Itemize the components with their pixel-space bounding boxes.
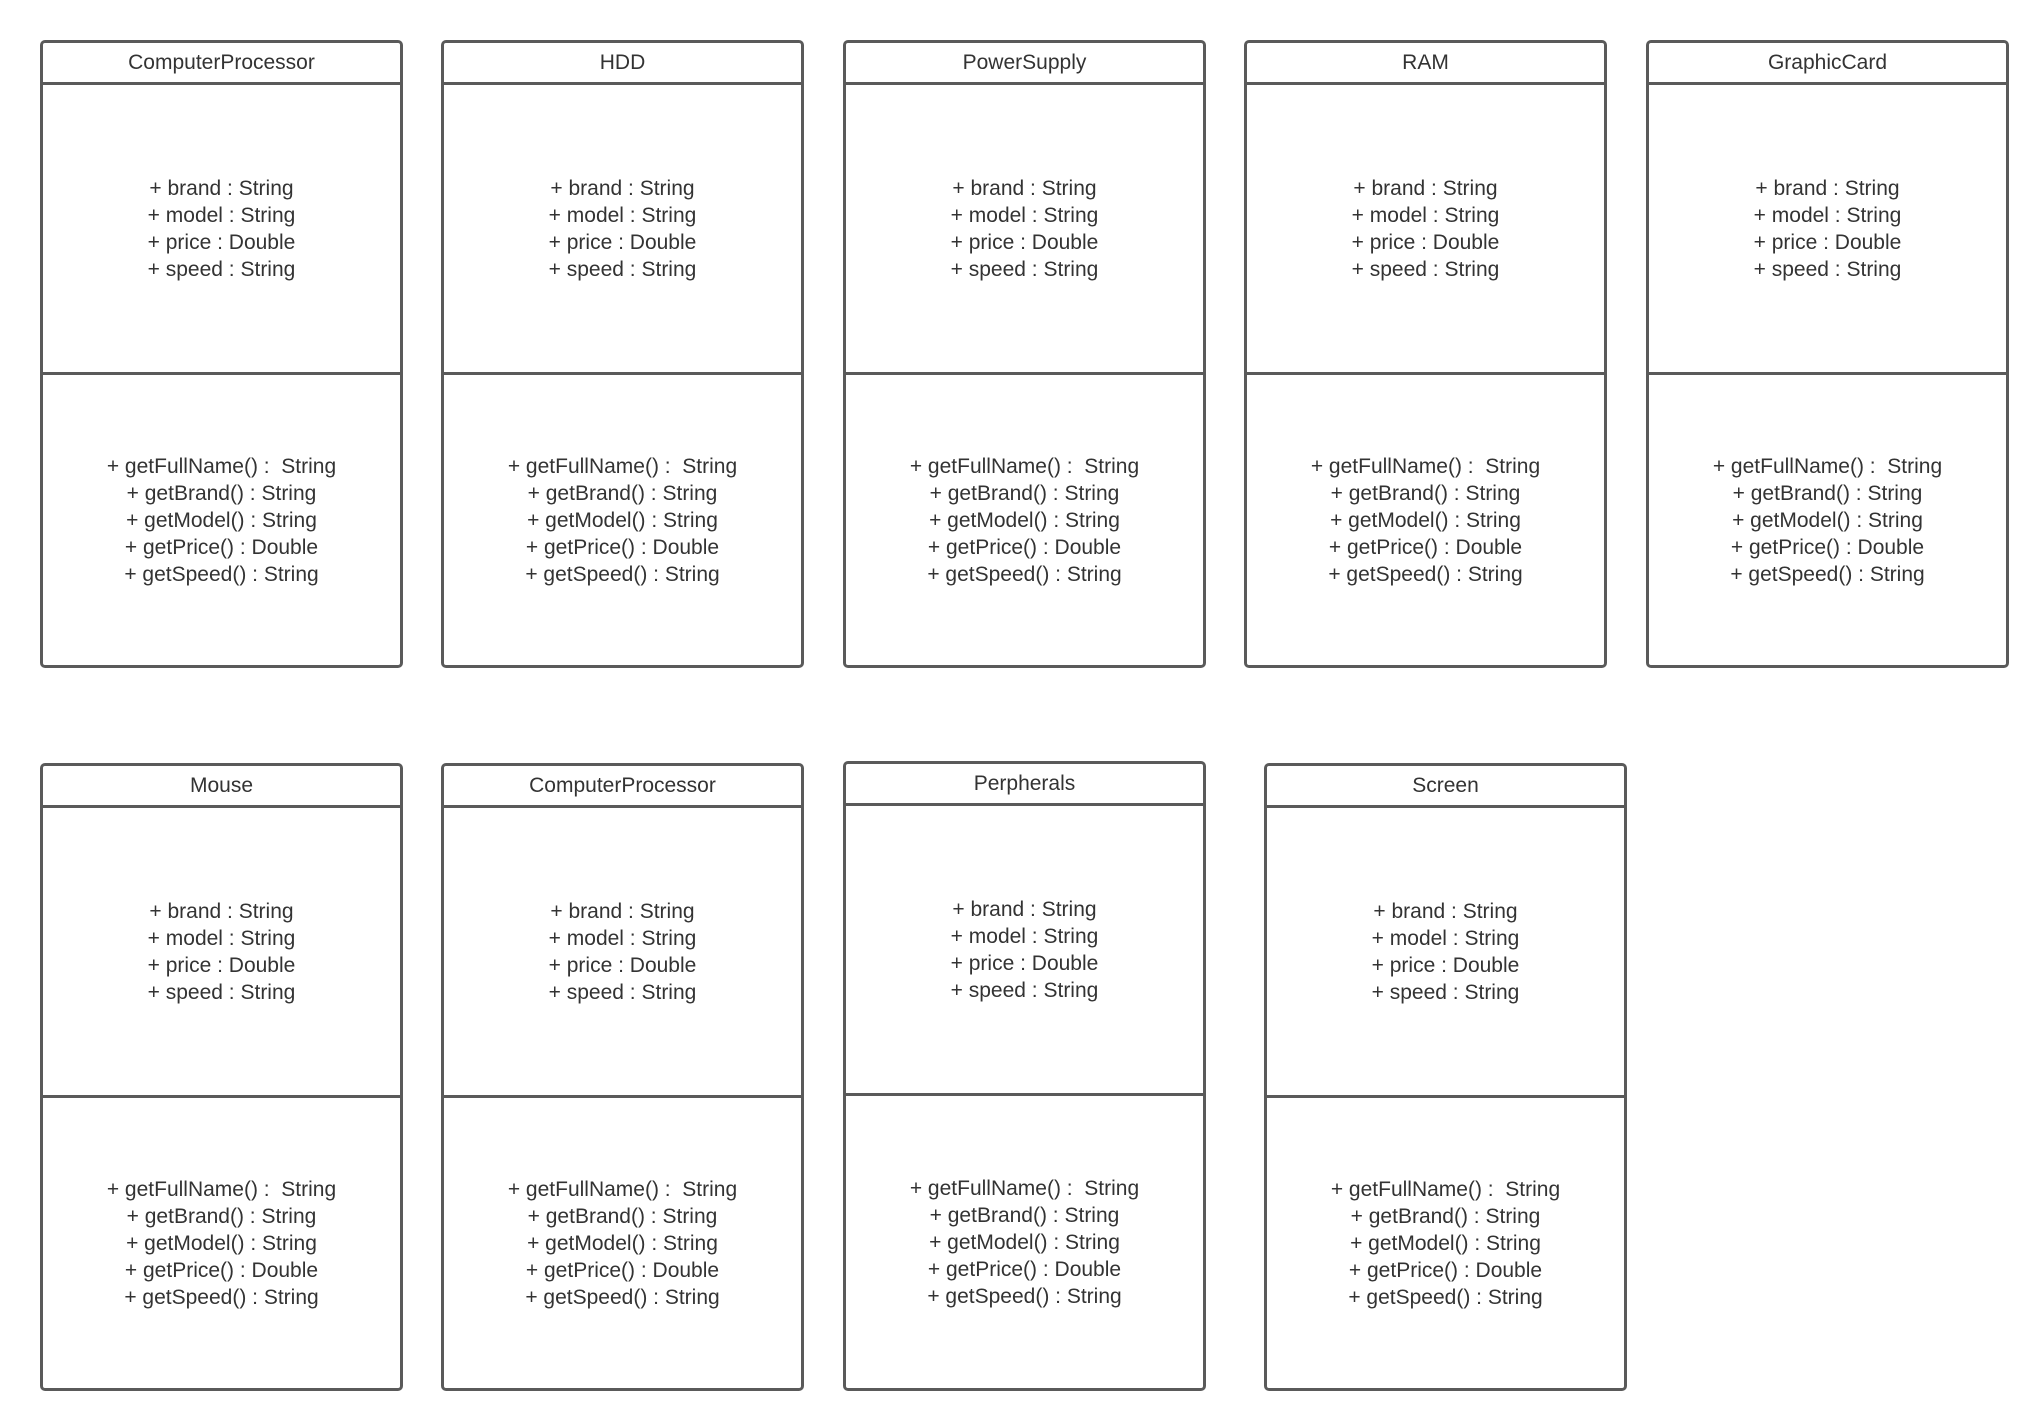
- method: + getSpeed() : String: [124, 1285, 319, 1309]
- methods-section: [43, 1098, 400, 1388]
- attribute: + model : String: [1371, 926, 1520, 950]
- method: + getModel() : String: [126, 508, 317, 532]
- method: + getFullName() : String: [106, 1177, 337, 1201]
- method: + getModel() : String: [929, 508, 1120, 532]
- methods-section: [444, 1098, 801, 1388]
- attribute: + price : Double: [1371, 953, 1520, 977]
- method: + getPrice() : Double: [927, 535, 1122, 559]
- uml-class-box: [441, 40, 804, 668]
- attributes-section: [1267, 808, 1624, 1098]
- methods-section: [43, 375, 400, 665]
- method: + getFullName() : String: [1310, 454, 1541, 478]
- method: + getBrand() : String: [527, 1204, 718, 1228]
- attributes-section: [444, 85, 801, 375]
- method: + getModel() : String: [1350, 1231, 1541, 1255]
- attribute: + brand : String: [952, 176, 1097, 200]
- attributes-section: [846, 85, 1203, 375]
- method: + getBrand() : String: [1330, 481, 1521, 505]
- attribute: + brand : String: [1353, 176, 1498, 200]
- class-name: GraphicCard: [1649, 43, 2006, 85]
- class-name: ComputerProcessor: [444, 766, 801, 808]
- method: + getFullName() : String: [507, 454, 738, 478]
- attribute: + model : String: [548, 926, 697, 950]
- attributes-section: [846, 806, 1203, 1096]
- method: + getSpeed() : String: [1348, 1285, 1543, 1309]
- class-name: RAM: [1247, 43, 1604, 85]
- attribute: + speed : String: [1753, 257, 1902, 281]
- method: + getFullName() : String: [909, 1176, 1140, 1200]
- method: + getModel() : String: [527, 508, 718, 532]
- method: + getSpeed() : String: [525, 1285, 720, 1309]
- attribute: + price : Double: [147, 953, 296, 977]
- attribute: + brand : String: [149, 899, 294, 923]
- class-name: PowerSupply: [846, 43, 1203, 85]
- class-name: Perpherals: [846, 764, 1203, 806]
- method: + getPrice() : Double: [1328, 535, 1523, 559]
- attributes-section: [1649, 85, 2006, 375]
- method: + getFullName() : String: [106, 454, 337, 478]
- attributes-section: [43, 808, 400, 1098]
- method: + getPrice() : Double: [927, 1257, 1122, 1281]
- attribute: + model : String: [147, 203, 296, 227]
- method: + getPrice() : Double: [525, 535, 720, 559]
- method: + getBrand() : String: [527, 481, 718, 505]
- uml-class-box: [441, 763, 804, 1391]
- method: + getModel() : String: [1330, 508, 1521, 532]
- attribute: + price : Double: [1753, 230, 1902, 254]
- method: + getBrand() : String: [929, 1203, 1120, 1227]
- method: + getModel() : String: [929, 1230, 1120, 1254]
- attribute: + model : String: [1753, 203, 1902, 227]
- method: + getPrice() : Double: [525, 1258, 720, 1282]
- method: + getModel() : String: [527, 1231, 718, 1255]
- attribute: + speed : String: [1351, 257, 1500, 281]
- attribute: + speed : String: [1371, 980, 1520, 1004]
- methods-section: [1247, 375, 1604, 665]
- attribute: + brand : String: [550, 176, 695, 200]
- class-name: ComputerProcessor: [43, 43, 400, 85]
- method: + getBrand() : String: [126, 481, 317, 505]
- attribute: + speed : String: [147, 980, 296, 1004]
- uml-class-box: [843, 761, 1206, 1391]
- method: + getModel() : String: [1732, 508, 1923, 532]
- class-name: Mouse: [43, 766, 400, 808]
- methods-section: [1649, 375, 2006, 665]
- method: + getFullName() : String: [909, 454, 1140, 478]
- class-name: HDD: [444, 43, 801, 85]
- method: + getBrand() : String: [929, 481, 1120, 505]
- attributes-section: [1247, 85, 1604, 375]
- attribute: + brand : String: [1755, 176, 1900, 200]
- attribute: + speed : String: [548, 257, 697, 281]
- attribute: + brand : String: [1373, 899, 1518, 923]
- method: + getBrand() : String: [126, 1204, 317, 1228]
- method: + getPrice() : Double: [124, 535, 319, 559]
- attribute: + price : Double: [548, 230, 697, 254]
- uml-class-box: [843, 40, 1206, 668]
- uml-class-box: [40, 40, 403, 668]
- attribute: + model : String: [548, 203, 697, 227]
- method: + getPrice() : Double: [124, 1258, 319, 1282]
- uml-class-box: [40, 763, 403, 1391]
- method: + getModel() : String: [126, 1231, 317, 1255]
- method: + getSpeed() : String: [927, 1284, 1122, 1308]
- method: + getBrand() : String: [1732, 481, 1923, 505]
- method: + getFullName() : String: [1712, 454, 1943, 478]
- method: + getBrand() : String: [1350, 1204, 1541, 1228]
- attribute: + price : Double: [548, 953, 697, 977]
- method: + getSpeed() : String: [927, 562, 1122, 586]
- method: + getSpeed() : String: [1730, 562, 1925, 586]
- attribute: + price : Double: [147, 230, 296, 254]
- class-name: Screen: [1267, 766, 1624, 808]
- uml-class-box: [1264, 763, 1627, 1391]
- attribute: + price : Double: [950, 230, 1099, 254]
- method: + getFullName() : String: [1330, 1177, 1561, 1201]
- attribute: + brand : String: [550, 899, 695, 923]
- attribute: + speed : String: [147, 257, 296, 281]
- attribute: + brand : String: [149, 176, 294, 200]
- attribute: + price : Double: [950, 951, 1099, 975]
- uml-class-box: [1646, 40, 2009, 668]
- attribute: + model : String: [147, 926, 296, 950]
- methods-section: [1267, 1098, 1624, 1388]
- attribute: + speed : String: [950, 978, 1099, 1002]
- method: + getPrice() : Double: [1730, 535, 1925, 559]
- methods-section: [444, 375, 801, 665]
- method: + getPrice() : Double: [1348, 1258, 1543, 1282]
- attribute: + model : String: [950, 924, 1099, 948]
- attribute: + speed : String: [950, 257, 1099, 281]
- attribute: + brand : String: [952, 897, 1097, 921]
- uml-class-box: [1244, 40, 1607, 668]
- attributes-section: [444, 808, 801, 1098]
- attribute: + model : String: [1351, 203, 1500, 227]
- attribute: + speed : String: [548, 980, 697, 1004]
- attributes-section: [43, 85, 400, 375]
- method: + getSpeed() : String: [525, 562, 720, 586]
- method: + getSpeed() : String: [124, 562, 319, 586]
- attribute: + model : String: [950, 203, 1099, 227]
- methods-section: [846, 375, 1203, 665]
- methods-section: [846, 1096, 1203, 1388]
- method: + getSpeed() : String: [1328, 562, 1523, 586]
- attribute: + price : Double: [1351, 230, 1500, 254]
- method: + getFullName() : String: [507, 1177, 738, 1201]
